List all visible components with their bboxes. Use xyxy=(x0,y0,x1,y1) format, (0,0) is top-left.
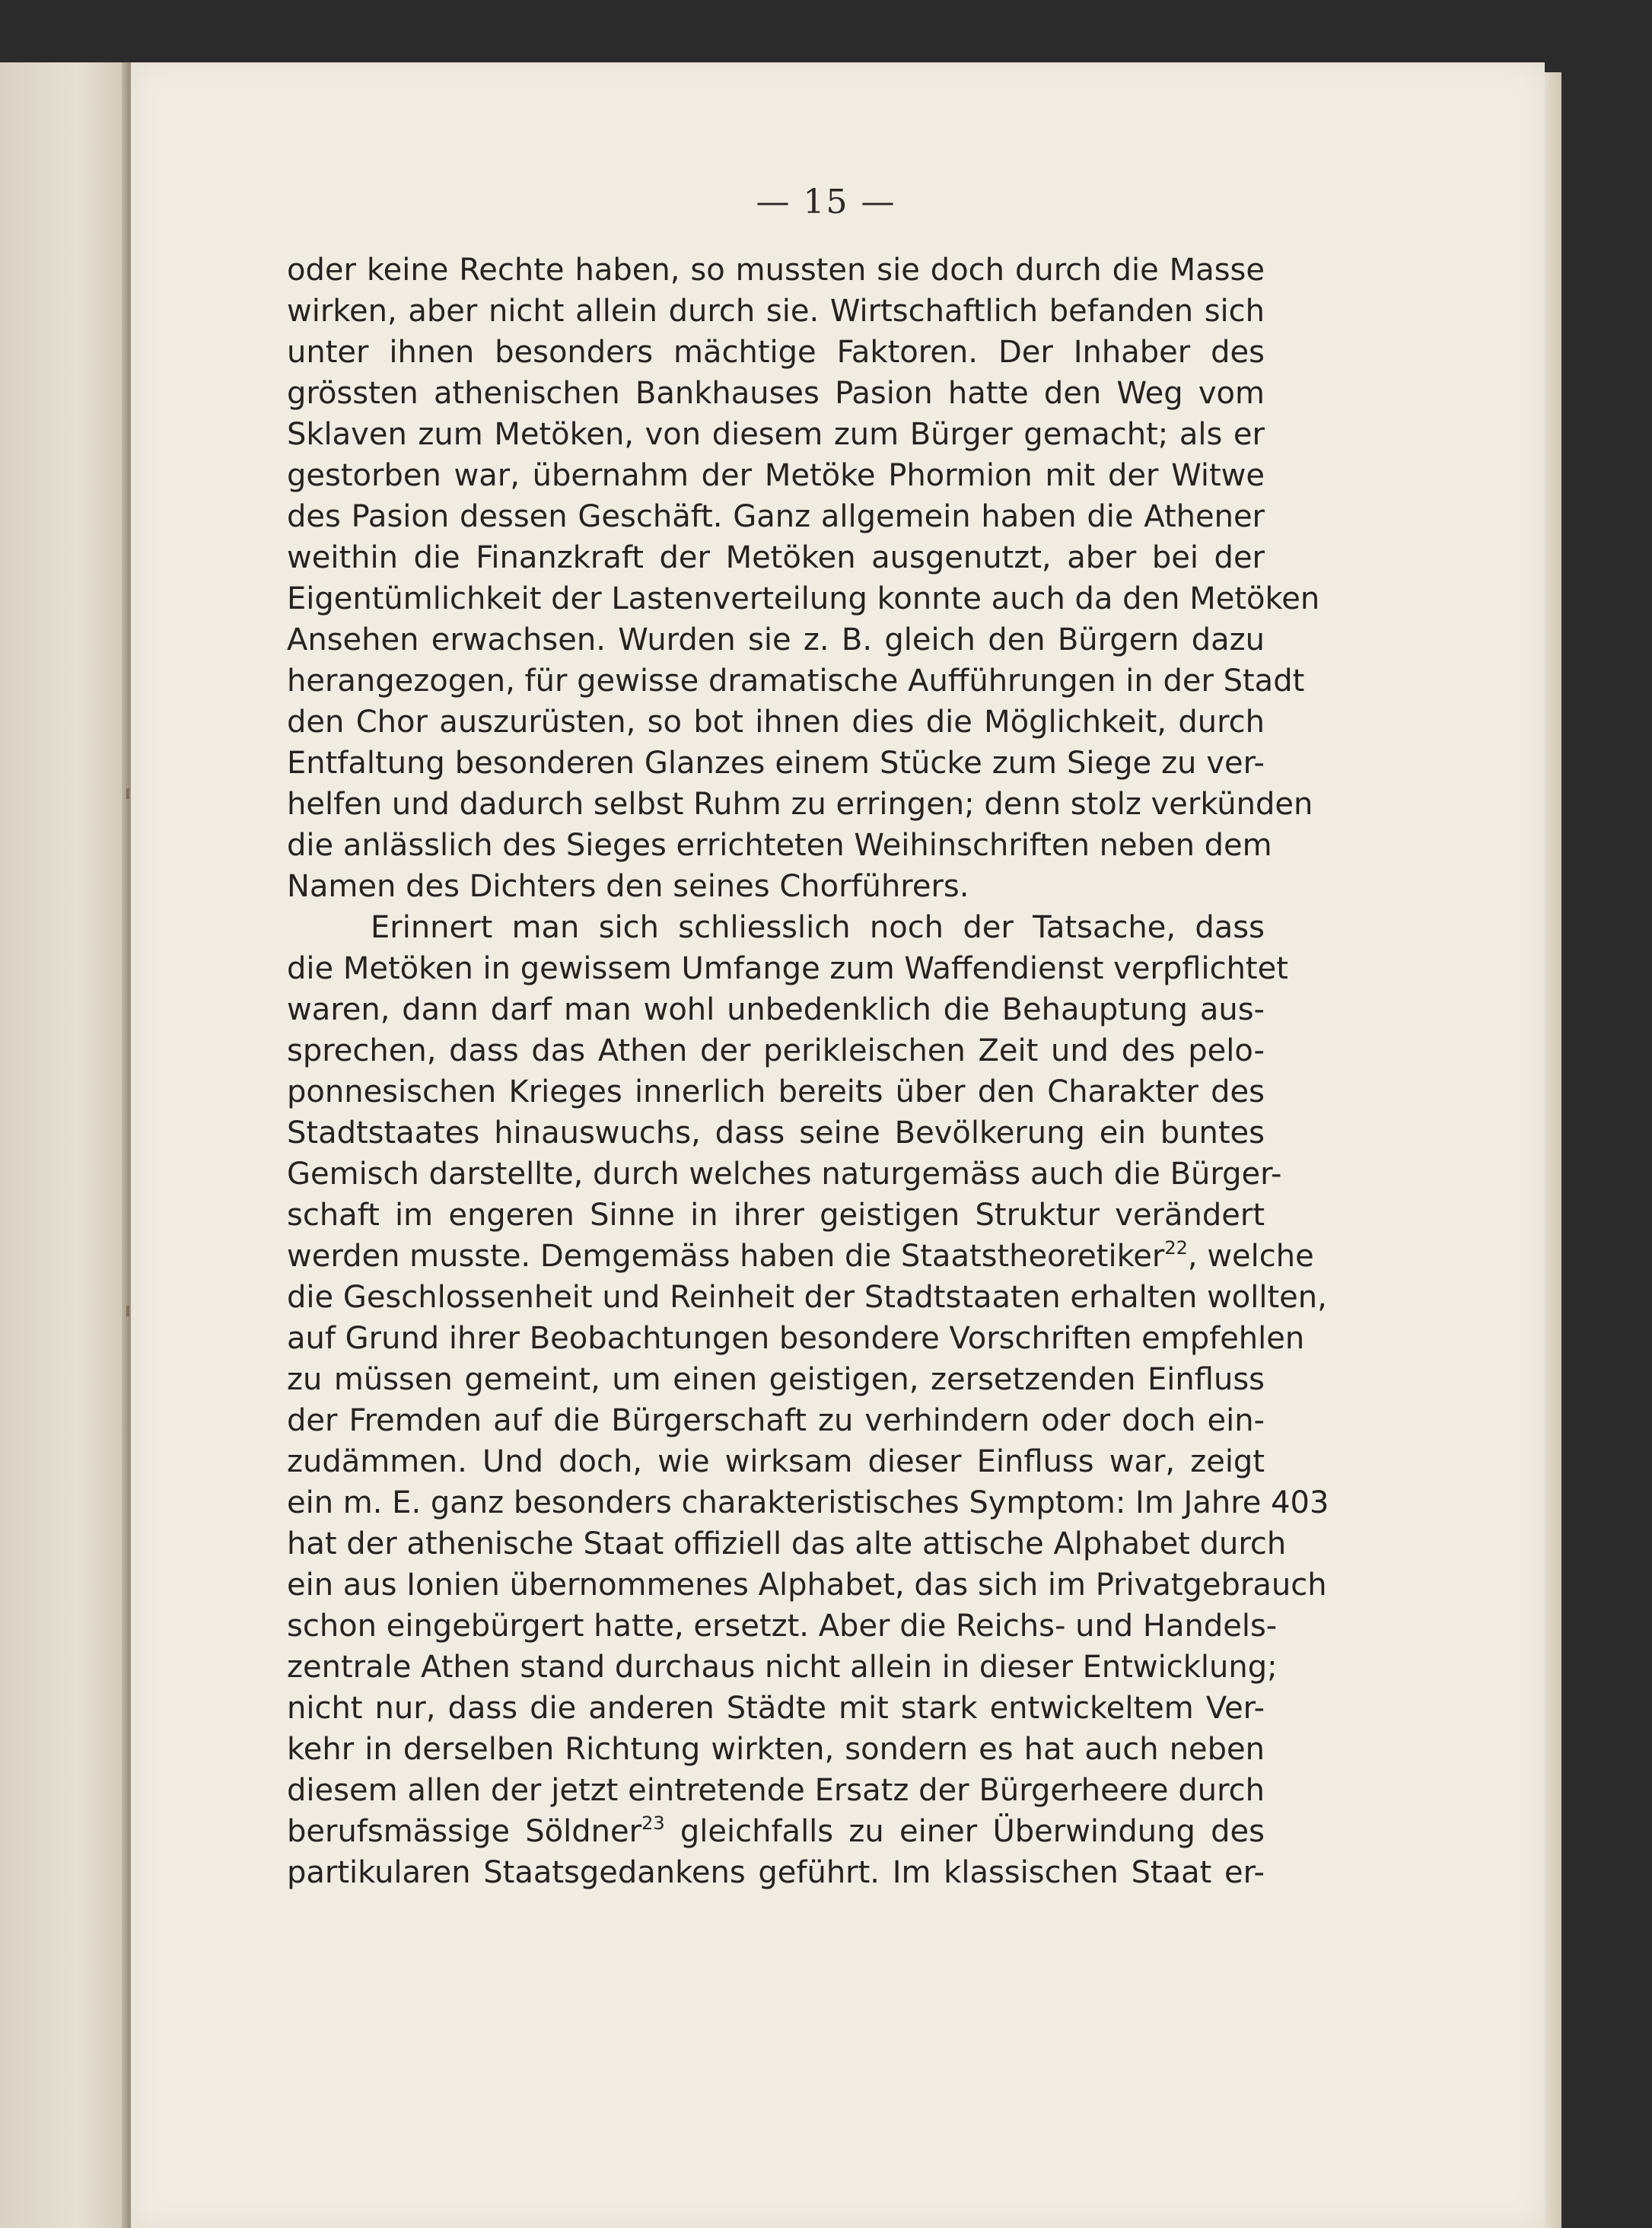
body-text xyxy=(287,250,1329,1893)
text-line: zentrale Athen stand durchaus nicht allein in dieser Entwicklung; xyxy=(287,1650,1278,1685)
text-line-with-footnote xyxy=(287,1811,1265,1852)
text-line: Stadtstaates hinauswuchs, dass seine Bevölkerung ein buntes xyxy=(287,1116,1265,1151)
footnote-ref-22[interactable]: 22 xyxy=(1164,1237,1188,1259)
text-line: die Geschlossenheit und Reinheit der Stadtstaaten erhalten wollten, xyxy=(287,1280,1327,1315)
text-line: wirken, aber nicht allein durch sie. Wirtschaftlich befanden sich xyxy=(287,294,1265,329)
text-line: Sklaven zum Metöken, von diesem zum Bürger gemacht; als er xyxy=(287,417,1265,452)
page-number: — 15 — xyxy=(756,183,896,221)
margin-mark xyxy=(126,1306,129,1316)
text-segment: berufsmässige Söldner xyxy=(287,1814,642,1849)
margin-mark xyxy=(126,788,129,799)
text-line: sprechen, dass das Athen der perikleischen Zeit und des pelo- xyxy=(287,1033,1265,1068)
paragraph-1 xyxy=(287,250,1320,907)
text-line: unter ihnen besonders mächtige Faktoren. Der Inhaber des xyxy=(287,335,1265,370)
text-line: hat der athenische Staat offiziell das alte attische Alphabet durch xyxy=(287,1526,1287,1561)
text-line: der Fremden auf die Bürgerschaft zu verhindern oder doch ein- xyxy=(287,1403,1265,1438)
text-segment: , welche xyxy=(1187,1239,1314,1274)
text-line: Eigentümlichkeit der Lastenverteilung konnte auch da den Metöken xyxy=(287,581,1320,616)
text-line: gestorben war, übernahm der Metöke Phormion mit der Witwe xyxy=(287,458,1265,493)
text-segment: werden musste. Demgemäss haben die Staatstheoretiker xyxy=(287,1239,1165,1274)
footnote-ref-23[interactable]: 23 xyxy=(641,1813,665,1834)
text-line: Namen des Dichters den seines Chorführers. xyxy=(287,869,969,904)
text-line: des Pasion dessen Geschäft. Ganz allgemein haben die Athener xyxy=(287,499,1265,534)
text-line: waren, dann darf man wohl unbedenklich die Behauptung aus- xyxy=(287,992,1265,1027)
text-line: nicht nur, dass die anderen Städte mit stark entwickeltem Ver- xyxy=(287,1691,1265,1726)
paragraph-2 xyxy=(287,907,1329,1893)
text-line: kehr in derselben Richtung wirkten, sondern es hat auch neben xyxy=(287,1732,1265,1767)
text-line: ein m. E. ganz besonders charakteristisches Symptom: Im Jahre 403 xyxy=(287,1485,1329,1520)
text-line: ponnesischen Krieges innerlich bereits über den Charakter des xyxy=(287,1074,1265,1109)
text-line: Gemisch darstellte, durch welches naturgemäss auch die Bürger- xyxy=(287,1157,1282,1192)
text-line-with-footnote xyxy=(287,1236,1314,1277)
text-line: den Chor auszurüsten, so bot ihnen dies die Möglichkeit, durch xyxy=(287,705,1265,740)
page-right-edge xyxy=(1545,72,1561,2228)
text-line: schaft im engeren Sinne in ihrer geistigen Struktur verändert xyxy=(287,1198,1265,1233)
text-line: auf Grund ihrer Beobachtungen besondere Vorschriften empfehlen xyxy=(287,1321,1305,1356)
text-line: helfen und dadurch selbst Ruhm zu erringen; denn stolz verkünden xyxy=(287,787,1313,822)
text-segment: gleichfalls zu einer Überwindung des xyxy=(664,1814,1265,1849)
text-line: herangezogen, für gewisse dramatische Aufführungen in der Stadt xyxy=(287,664,1305,699)
text-line: Ansehen erwachsen. Wurden sie z. B. gleich den Bürgern dazu xyxy=(287,622,1265,657)
text-line: Erinnert man sich schliesslich noch der Tatsache, dass xyxy=(371,910,1265,945)
text-line: die anlässlich des Sieges errichteten Weihinschriften neben dem xyxy=(287,828,1272,863)
text-line: grössten athenischen Bankhauses Pasion hatte den Weg vom xyxy=(287,376,1265,411)
text-line: Entfaltung besonderen Glanzes einem Stücke zum Siege zu ver- xyxy=(287,746,1265,781)
text-line: oder keine Rechte haben, so mussten sie doch durch die Masse xyxy=(287,253,1265,288)
text-line: diesem allen der jetzt eintretende Ersatz der Bürgerheere durch xyxy=(287,1773,1265,1808)
text-line: zudämmen. Und doch, wie wirksam dieser Einfluss war, zeigt xyxy=(287,1444,1265,1479)
text-line: zu müssen gemeint, um einen geistigen, zersetzenden Einfluss xyxy=(287,1362,1265,1397)
left-page-edge xyxy=(0,62,129,2228)
text-line: ein aus Ionien übernommenes Alphabet, das sich im Privatgebrauch xyxy=(287,1568,1327,1603)
text-line: partikularen Staatsgedankens geführt. Im klassischen Staat er- xyxy=(287,1855,1265,1890)
text-line: weithin die Finanzkraft der Metöken ausgenutzt, aber bei der xyxy=(287,540,1265,575)
text-line: schon eingebürgert hatte, ersetzt. Aber die Reichs- und Handels- xyxy=(287,1609,1278,1644)
text-line: die Metöken in gewissem Umfange zum Waffendienst verpflichtet xyxy=(287,951,1288,986)
